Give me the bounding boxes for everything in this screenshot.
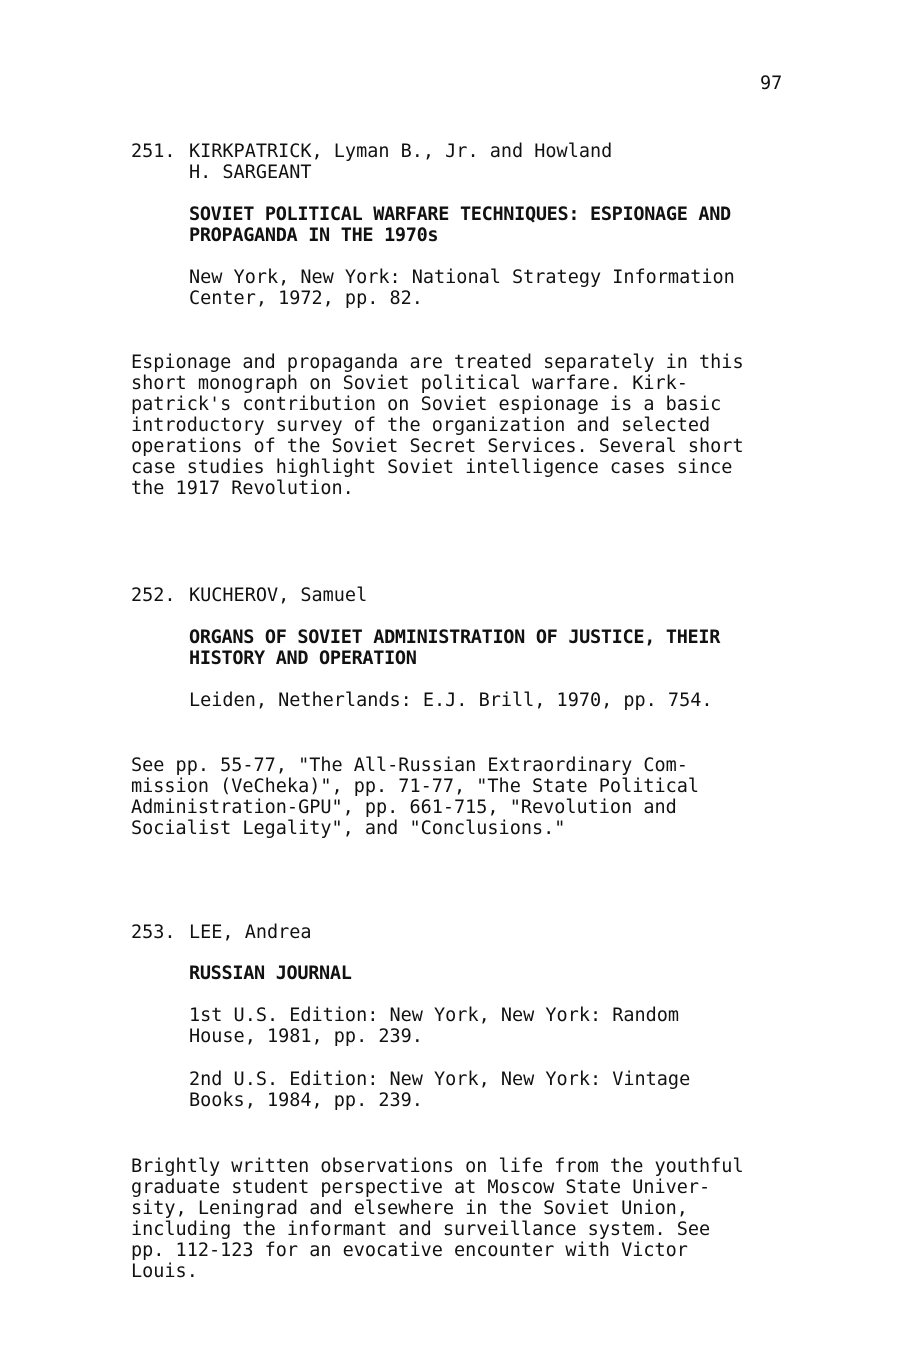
annotation-line: See pp. 55-77, "The All-Russian Extraordinary Com-	[131, 755, 688, 776]
annotation-line: graduate student perspective at Moscow State Univer-	[131, 1177, 711, 1198]
annotation-line: introductory survey of the organization and selected	[131, 415, 711, 436]
author-line: H. SARGEANT	[189, 162, 312, 183]
author-line: LEE, Andrea	[189, 922, 312, 943]
entry-number: 253.	[131, 922, 176, 943]
title-line: ORGANS OF SOVIET ADMINISTRATION OF JUSTICE, THEIR	[189, 627, 721, 648]
title-line: SOVIET POLITICAL WARFARE TECHNIQUES: ESPIONAGE AND	[189, 204, 731, 225]
author-line: KIRKPATRICK, Lyman B., Jr. and Howland	[189, 141, 613, 162]
publication-line: Books, 1984, pp. 239.	[189, 1090, 423, 1111]
annotation-line: Brightly written observations on life from the youthful	[131, 1156, 744, 1177]
annotation-line: short monograph on Soviet political warfare. Kirk-	[131, 373, 688, 394]
entry-heading	[131, 585, 791, 606]
entry-number: 251.	[131, 141, 176, 162]
annotation-line: pp. 112-123 for an evocative encounter with Victor	[131, 1240, 688, 1261]
entry-author	[189, 141, 791, 183]
entry-annotation-252	[131, 755, 791, 839]
entry-author	[189, 585, 791, 606]
annotation-line: the 1917 Revolution.	[131, 478, 354, 499]
annotation-line: mission (VeCheka)", pp. 71-77, "The State Political	[131, 776, 700, 797]
entry-heading	[131, 922, 791, 943]
publication-line: 2nd U.S. Edition: New York, New York: Vintage	[189, 1069, 691, 1090]
title-line: PROPAGANDA IN THE 1970s	[189, 225, 439, 246]
entry-publication	[189, 690, 791, 711]
entry-title	[189, 204, 791, 246]
entry-publication	[189, 1069, 791, 1111]
entry-title	[189, 963, 791, 984]
annotation-line: Socialist Legality", and "Conclusions."	[131, 818, 566, 839]
annotation-line: Espionage and propaganda are treated separately in this	[131, 352, 744, 373]
annotation-line: including the informant and surveillance system. See	[131, 1219, 711, 1240]
bibliography-entry-251	[131, 141, 791, 309]
annotation-line: sity, Leningrad and elsewhere in the Soviet Union,	[131, 1198, 688, 1219]
title-line: RUSSIAN JOURNAL	[189, 963, 352, 984]
title-line: HISTORY AND OPERATION	[189, 648, 417, 669]
entry-publication	[189, 1005, 791, 1047]
publication-line: 1st U.S. Edition: New York, New York: Random	[189, 1005, 680, 1026]
bibliography-entry-253	[131, 922, 791, 1111]
entry-annotation-253	[131, 1156, 791, 1282]
entry-publication	[189, 267, 791, 309]
page-number: 97	[760, 73, 783, 94]
entry-author	[189, 922, 791, 943]
annotation-line: Louis.	[131, 1261, 198, 1282]
author-line: KUCHEROV, Samuel	[189, 585, 368, 606]
publication-line: House, 1981, pp. 239.	[189, 1026, 423, 1047]
annotation-line: operations of the Soviet Secret Services. Several short	[131, 436, 744, 457]
entry-annotation-251	[131, 352, 791, 499]
entry-title	[189, 627, 791, 669]
entry-heading	[131, 141, 791, 183]
bibliography-entry-252	[131, 585, 791, 711]
annotation-line: case studies highlight Soviet intelligence cases since	[131, 457, 733, 478]
annotation-line: patrick's contribution on Soviet espionage is a basic	[131, 394, 722, 415]
publication-line: New York, New York: National Strategy Information	[189, 267, 735, 288]
annotation-line: Administration-GPU", pp. 661-715, "Revolution and	[131, 797, 677, 818]
publication-line: Leiden, Netherlands: E.J. Brill, 1970, pp. 754.	[189, 690, 713, 711]
entry-number: 252.	[131, 585, 176, 606]
publication-line: Center, 1972, pp. 82.	[189, 288, 423, 309]
